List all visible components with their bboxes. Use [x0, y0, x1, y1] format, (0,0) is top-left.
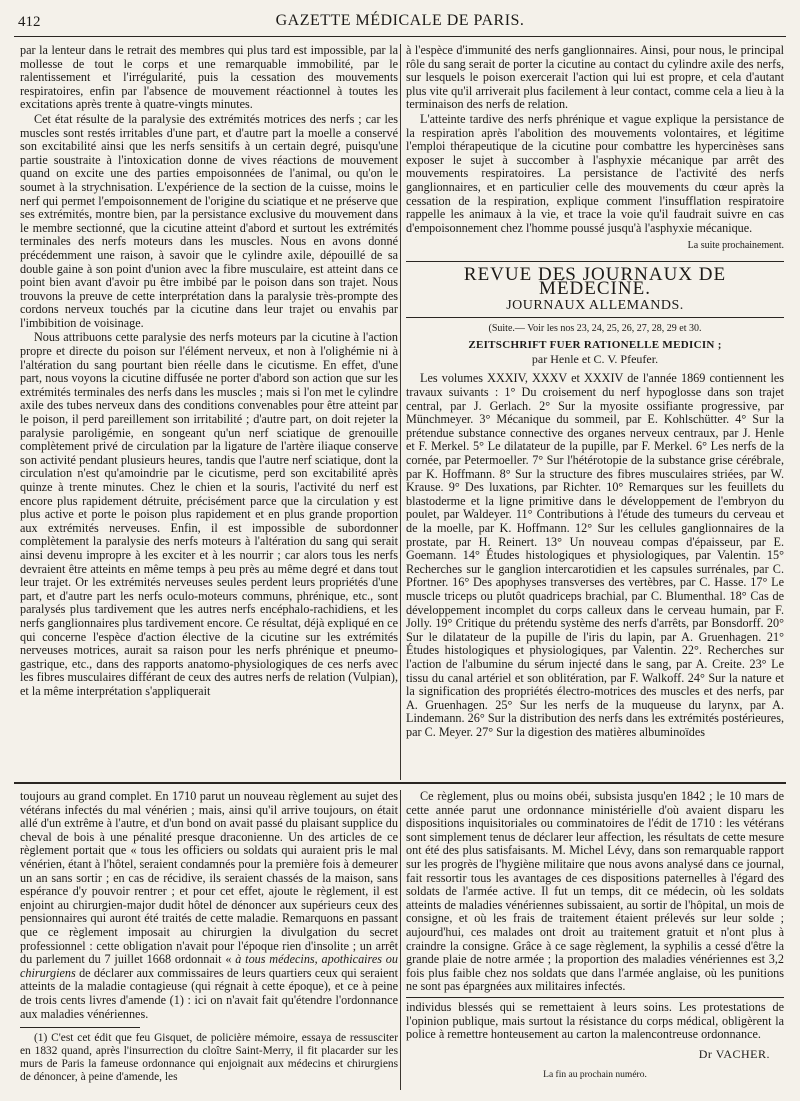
- footnote-rule: [20, 1027, 140, 1028]
- section-heading-box: [406, 261, 784, 318]
- section-divider: [14, 782, 786, 784]
- lower-right-column: [406, 790, 784, 1083]
- continuation-note: La fin au prochain numéro.: [543, 1070, 647, 1081]
- footnote-continuation: individus blessés qui se remettaient à leurs soins. Les protestations de l'opinion publique, mais surtout la résistance du corps médical, obligèrent la police à remettre honteusement au carton la malencontreuse ordonnance.: [406, 999, 784, 1042]
- paragraph: Les volumes XXXIV, XXXV et XXXIV de l'année 1869 contiennent les travaux suivants : 1° Du croisement du nerf hypoglosse dans son trajet central, par J. Gerlach. 2° Sur la myosite ossifiante progressive, par Münchmeyer. 3° Mécanique du sommeil, par E. Kohlschütter. 4° Sur la prétendue substance connective des organes nerveux centraux, par J. Henle et F. Merkel. 5° Le dilatateur de la pupille, par F. Merkel. 6° Les nerfs de la cornée, par Petermoeller. 7° Sur l'hétérotopie de la substance grise cérébrale, par K. Hoffmann. 8° Sur la structure des fibres musculaires striées, par W. Krause. 9° Des luxations, par Richter. 10° Remarques sur les feuillets du blastoderme et la ligne primitive dans le développement de l'embryon du poulet, par Waldeyer. 11° Contributions à l'étude des tumeurs du cerveau et de la moelle, par K. Hoffmann. 12° Sur les cellules ganglionnaires de la prostate, par H. Reinert. 13° Un nouveau compas d'épaisseur, par E. Goemann. 14° Études histologiques et physiologiques, par Valentin. 15° Recherches sur le ganglion intercarotidien et les capsules surrénales, par C. Pfortner. 16° Des apophyses transverses des vertèbres, par C. Hasse. 17° Le muscle triceps ou plutôt quadriceps brachial, par C. Blumenthal. 18° Cas de développement incomplet du corps calleux dans le cerveau humain, par F. Jolly. 19° Critique du prétendu système des nerfs d'arrêts, par Bonsdorff. 20° Sur le dilatateur de la pupille de l'iris du lapin, par A. Gruenhagen. 21° Études histologiques et physiologiques, par Valentin. 22°. Recherches sur l'action de l'albumine du sérum injecté dans le sang, par A. Creite. 23° Le tissu du canal artériel et son oblitération, par F. Walkoff. 24° Sur la nature et la signification des propriétés électro-motrices des muscles et des nerfs, par A. Gruenhagen. 25° Sur les nerfs de la muqueuse du larynx, par A. Lindemann. 26° Sur la distribution des nerfs dans les extrémités postérieures, par C. Meyer. 27° Sur la digestion des matières albuminoïdes: [406, 371, 784, 739]
- continuation-note: La suite prochainement.: [687, 240, 784, 252]
- journal-title: GAZETTE MÉDICALE DE PARIS.: [275, 12, 525, 29]
- lower-left-column: [20, 790, 398, 1084]
- upper-left-column: [20, 44, 398, 700]
- journal-authors: par Henle et C. V. Pfeufer.: [531, 351, 659, 366]
- emphasis: à tous médecins, apothicaires ou chirurgiens: [20, 952, 398, 980]
- paragraph: à l'espèce d'immunité des nerfs ganglionnaires. Ainsi, pour nous, le principal rôle du sang serait de porter la cicutine au contact du cylindre axile des nerfs, sur lesquels le poison exercerait l'action qui lui est propre, et cela d'autant plus vite qu'il arriverait plus facilement à leur contact, comme cela a lieu à la terminaison des nerfs de relation.: [406, 43, 784, 112]
- suite-reference: (Suite.— Voir les nos 23, 24, 25, 26, 27, 28, 29 et 30.: [488, 322, 702, 334]
- newspaper-page: [14, 0, 786, 1101]
- journal-heading: ZEITSCHRIFT FUER RATIONELLE MEDICIN ;: [468, 339, 722, 352]
- page-number: 412: [18, 14, 41, 30]
- author-signature: Dr VACHER.: [698, 1046, 770, 1061]
- paragraph: toujours au grand complet. En 1710 parut un nouveau règlement au sujet des vétérans infectés du mal vénérien ; mais, ainsi qu'il arrive toujours, on était allé d'un extrême à l'autre, et d'un bond on avait passé du plaisant supplice du cheval de bois à une pénalité presque draconienne. Un des articles de ce règlement portait que « tous les officiers ou soldats qui auraient pris le mal vénérien, étant à l'hôtel, seraient condamnés pour la première fois à demeurer un an sans sortir ; en cas de récidive, ils seraient chassés de la maison, sans espérance d'y pouvoir rentrer ; et pour cet effet, ajoute le règlement, il est enjoint au chirurgien-major dudit hôtel de dénoncer aux supérieurs ceux des pensionnaires qui auront été traités de cette maladie. Remarquons en passant que ce règlement imposait au chirurgien la divulgation du secret professionnel : cette obligation n'avait pour l'époque rien d'insolite ; un arrêt du parlement du 7 juillet 1668 ordonnait « à tous médecins, apothicaires ou chirurgiens de déclarer aux commissaires de leurs quartiers ceux qui seraient atteints de la maladie contagieuse (qui régnait à cette époque), et ce à peine de trois cents livres d'amende (1) : ici on n'avait fait qu'étendre l'ordonnance aux maladies vénériennes.: [20, 789, 398, 1021]
- paragraph: Nous attribuons cette paralysie des nerfs moteurs par la cicutine à l'action propre et directe du poison sur l'élément nerveux, et non à l'olighémie ni à l'altération du sang pourtant bien réelle dans le cicutisme. En effet, d'une part, nous voyons la cicutine diffusée ne porter d'abord son action que sur les extrémités terminales des nerfs dans les muscles ; mais si l'on met le cylindre axile des tubes nerveux dans des conditions convenables pour être atteint par le poison, il perd pareillement son irritabilité ; d'autre part, on doit rejeter la paralysie paroligémie, en songeant qu'un nerf sciatique de grenouille complètement privé de circulation par la ligature de l'artère iliaque conserve son activité pendant plusieurs heures, tandis que l'autre nerf sciatique, dont la circulation n'est qu'amoindrie par le cicutisme, perd son excitabilité après quinze à trente minutes. Chez le chien et la souris, l'activité du nerf est encore plus rapidement détruite, précisément parce que la circulation y est plus active et porte le poison plus rapidement et en plus grande proportion aux extrémités nerveuses. Enfin, il est impossible de subordonner complètement la paralysie des nerfs moteurs à l'altération du sang qui serait ainsi devenu impropre à les exciter et à les nourrir ; car alors tous les nerfs devraient être atteints en même temps à peu près au même degré et dans tout leur trajet. Or les extrémités nerveuses seules perdent leurs propriétés d'une part, et d'autre part les nerfs oculo-moteurs communs, phrénique, etc., sont paralysés plus tardivement que les autres nerfs encéphalo-rachidiens, et les nerfs ganglionnaires plus tardivement encore. Ce résultat, déjà expliqué en ce qui concerne l'espèce d'action élective de la cicutine sur les extrémités nerveuses motrices, aurait sa raison pour les nerfs phrénique et pneumo-gastrique, etc., dans des rapports anatomo-physiologiques de ces nerfs avec les fibres musculaires différant de ceux des autres nerfs de relation (Vulpian), et la même interprétation s'appliquerait: [20, 330, 398, 698]
- column-divider: [400, 44, 401, 780]
- paragraph: Cet état résulte de la paralysie des extrémités motrices des nerfs ; car les muscles sont restés irritables d'une part, et d'autre part la moelle a conservé son excitabilité ainsi que les nerfs sensitifs à un certain degré, puisqu'une partie soustraite à l'intoxication donne de vives réactions de mouvement quand on excite une des parties empoisonnées de l'animal, ou qu'on le soumet à la strychnisation. L'expérience de la section de la cuisse, moins le nerf qui permet l'empoisonnement de l'origine du sciatique et ne préserve que ses extrémités, montre bien, par la persistance exclusive du mouvement dans le membre sectionné, que la cicutine atteint d'abord et surtout les extrémités terminales des nerfs moteurs dans les muscles. Nous en avons donné précédemment une raison, à savoir que le cylindre axile, dépouillé de sa double gaine à son point d'union avec la fibre musculaire, est atteint dans ce point bien avant d'avoir pu être imbibé par le poison dans son trajet. Nous trouvons la preuve de cette interprétation dans la paralysie très-prompte des cordons nerveux touchés par la cicutine dans leur trajet ou envahis par l'imbibition de voisinage.: [20, 111, 398, 330]
- running-header: [14, 0, 786, 37]
- section-subtitle: JOURNAUX ALLEMANDS.: [506, 298, 684, 314]
- footnote-text: (1) C'est cet édit que feu Gisquet, de policière mémoire, essaya de ressusciter en 1832 quand, après l'insurrection du cloître Saint-Merry, il fit placarder sur les murs de Paris la fameuse ordonnance qui enjoignait aux médecins et chirurgiens de dénoncer, à peine d'amende, les: [20, 1032, 398, 1084]
- lower-section: [14, 790, 786, 1095]
- paragraph: par la lenteur dans le retrait des membres qui plus tard est impossible, par la mollesse de tout le corps et une remarquable immobilité, par le ralentissement et l'irrégularité, puis la cessation des mouvements respiratoires, enfin par l'absence de mouvement réactionnel à toutes les excitations après trente à quatre-vingts minutes.: [20, 43, 398, 112]
- section-title: REVUE DES JOURNAUX DE MÉDECINE.: [463, 263, 727, 299]
- footnote: [20, 1032, 398, 1084]
- upper-right-column: [406, 44, 784, 741]
- paragraph: L'atteinte tardive des nerfs phrénique et vague explique la persistance de la respiration après l'abolition des mouvements volontaires, et légitime l'emploi thérapeutique de la cicutine pour combattre les hypercinèses sans exposer le sujet à succomber à l'asphyxie mécanique par arrêt des mouvements respiratoires. La persistance de l'activité des nerfs ganglionnaires, et en particulier celle des mouvements du cœur après la cessation de la respiration, explique comment l'insufflation respiratoire rappelle les animaux à la vie, et trace la voie qu'il faudrait suivre en cas d'empoisonnement chez l'homme poussé jusqu'à l'asphyxie mécanique.: [406, 111, 784, 235]
- footnote-continuation-divider: [406, 997, 784, 998]
- paragraph: Ce règlement, plus ou moins obéi, subsista jusqu'en 1842 ; le 10 mars de cette année parut une ordonnance ministérielle d'où avaient disparu les dispositions inquisitoriales ou comminatoires de l'édit de 1710 : les vétérans sont simplement tenus de déclarer leur affection, les résultats de cette mesure ont été des plus satisfaisants. M. Michel Lévy, dans son remarquable rapport sur les progrès de l'hygiène militaire que nous avons analysé dans ce journal, fait ressortir tous les avantages de ces dispositions paternelles à l'égard des soldats de l'armée active. Il fut un temps, dit ce médecin, où les soldats atteints de maladies vénériennes subissaient, au sortir de l'hôpital, un mois de consigne, et où les frais de traitement étaient prélevés sur leur solde ; aujourd'hui, ces malades ont droit au traitement gratuit et n'ont plus à craindre la consigne. Grâce à ce sage règlement, la syphilis a cessé d'être la grande plaie de notre armée ; la proportion des maladies vénériennes est 3,2 fois plus faible chez nos soldats que dans l'armée anglaise, où les punitions ne sont pas épargnées aux militaires infectés.: [406, 789, 784, 994]
